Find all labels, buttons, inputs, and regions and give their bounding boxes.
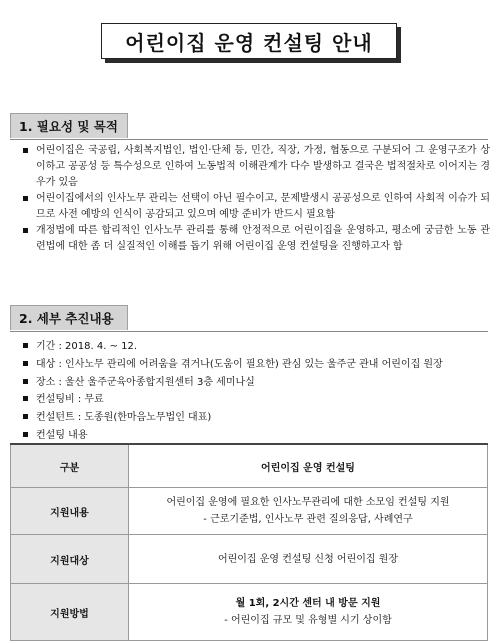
- table-header-category: 구분: [11, 444, 129, 488]
- section-tab-purpose: 1. 필요성 및 목적: [10, 113, 128, 138]
- section-header-purpose: [10, 113, 488, 140]
- row-label: 지원대상: [11, 535, 129, 584]
- row-content: 월 1회, 2시간 센터 내 방문 지원 - 어린이집 규모 및 유형별 시기 상이함: [129, 584, 488, 641]
- list-item: 기간 : 2018. 4. ~ 12.: [22, 338, 490, 356]
- page-title: 어린이집 운영 컨설팅 안내: [101, 23, 397, 59]
- table-header-consulting: 어린이집 운영 컨설팅: [129, 444, 488, 488]
- purpose-bullet-list: [22, 143, 490, 255]
- list-item: 개정법에 따른 합리적인 인사노무 관리를 통해 안정적으로 어린이집을 운영하고, 평소에 궁금한 노동 관련법에 대한 좀 더 실질적인 이해를 돕기 위해 어린이집 운영 컨설팅을 진행하고자 함: [22, 223, 490, 255]
- square-bullet-icon: [23, 361, 28, 366]
- row-content: 어린이집 운영 컨설팅 신청 어린이집 원장: [129, 535, 488, 584]
- row-label: 지원내용: [11, 488, 129, 535]
- list-item: 컨설팅비 : 무료: [22, 391, 490, 409]
- list-item: 컨설턴트 : 도종원(한마음노무법인 대표): [22, 409, 490, 427]
- row-label: 지원방법: [11, 584, 129, 641]
- section-tab-details: 2. 세부 추진내용: [10, 305, 128, 330]
- square-bullet-icon: [23, 414, 28, 419]
- table-row: [11, 488, 488, 535]
- table-row: [11, 584, 488, 641]
- consulting-table: [10, 443, 488, 641]
- details-bullet-list: [22, 338, 490, 445]
- row-content: 어린이집 운영에 필요한 인사노무관리에 대한 소모임 컨설팅 지원 - 근로기준법, 인사노무 관련 질의응답, 사례연구: [129, 488, 488, 535]
- square-bullet-icon: [23, 432, 28, 437]
- list-item: 컨설팅 내용: [22, 427, 490, 445]
- square-bullet-icon: [23, 148, 28, 153]
- list-item: 어린이집은 국공립, 사회복지법인, 법인·단체 등, 민간, 직장, 가정, 협동으로 구분되어 그 운영구조가 상이하고 공공성 등 특수성으로 인하여 노동법적 이해관계가 다수 발생하고 결국은 법적절차로 이어지는 경우가 있음: [22, 143, 490, 191]
- square-bullet-icon: [23, 196, 28, 201]
- list-item: 장소 : 울산 울주군육아종합지원센터 3층 세미나실: [22, 374, 490, 392]
- table-row: [11, 535, 488, 584]
- table-header-row: [11, 444, 488, 488]
- square-bullet-icon: [23, 228, 28, 233]
- square-bullet-icon: [23, 343, 28, 348]
- section-header-details: [10, 305, 488, 332]
- list-item: 어린이집에서의 인사노무 관리는 선택이 아닌 필수이고, 문제발생시 공공성으로 인하여 사회적 이슈가 되므로 사전 예방의 인식이 공감되고 있으며 예방 준비가 반드시 필요함: [22, 191, 490, 223]
- square-bullet-icon: [23, 396, 28, 401]
- square-bullet-icon: [23, 379, 28, 384]
- list-item: 대상 : 인사노무 관리에 어려움을 겪거나(도움이 필요한) 관심 있는 울주군 관내 어린이집 원장: [22, 356, 490, 374]
